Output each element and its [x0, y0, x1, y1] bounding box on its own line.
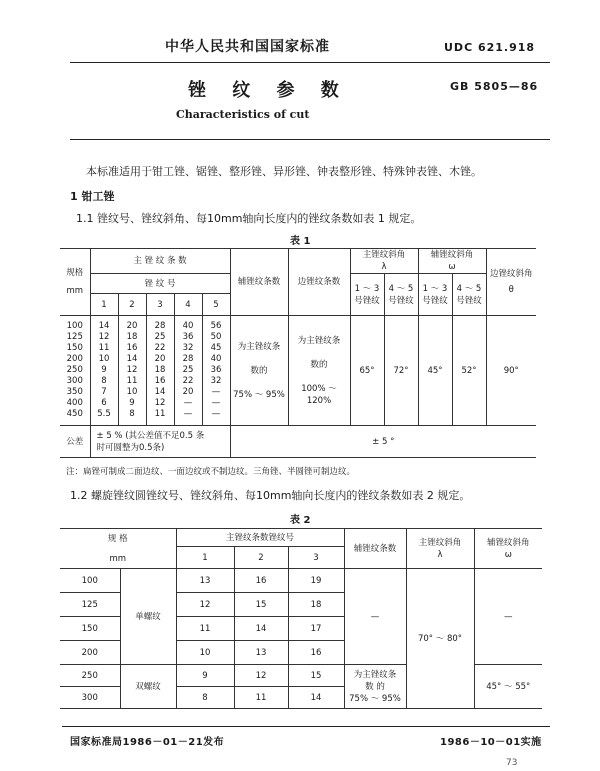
tolerance-label: 公差	[60, 426, 90, 458]
cell: 8	[176, 687, 234, 709]
document-title: 锉 纹 参 数	[188, 80, 349, 101]
aux-angle-1-3-value: 45°	[418, 316, 452, 426]
clause-1-1: 1.1 锉纹号、锉纹斜角、每10mm轴向长度内的锉纹条数如表 1 规定。	[76, 212, 422, 225]
tolerance-main-count: ± 5 % (其公差值不足0.5 条 时可圆整为0.5条)	[90, 426, 230, 458]
standard-title: 中华人民共和国国家标准	[165, 39, 330, 55]
file-no-1-values: 14 12 11 10 9 8 7 6 5.5	[90, 316, 118, 426]
aux-count-value: 为主锉纹条 数的 75% ～ 95%	[230, 316, 288, 426]
double-thread-label: 双螺纹	[120, 665, 176, 709]
table-2-spec-header: 规 格 mm	[60, 529, 176, 569]
table-2-aux-angle-header: 辅锉纹斜角 ω	[474, 529, 542, 569]
file-no-2: 2	[118, 294, 146, 316]
cell: 18	[288, 593, 344, 617]
aux-angle-double: 45° ～ 55°	[474, 665, 542, 709]
cell: 9	[176, 665, 234, 687]
cell: 14	[234, 617, 288, 641]
scope-paragraph: 本标准适用于钳工锉、锯锉、整形锉、异形锉、钟表整形锉、特殊钟表锉、木锉。	[86, 165, 482, 178]
file-no-4-values: 40 36 32 28 25 22 20 — —	[174, 316, 202, 426]
cell: 13	[234, 641, 288, 665]
main-angle-range-4-5: 4 ～ 5 号锉纹	[384, 274, 418, 316]
file-no-4: 4	[174, 294, 202, 316]
cell: 15	[234, 593, 288, 617]
cell: 17	[288, 617, 344, 641]
aux-angle-range-4-5: 4 ～ 5 号锉纹	[452, 274, 486, 316]
tolerance-angle: ± 5 °	[230, 426, 536, 458]
main-angle-4-5-value: 72°	[384, 316, 418, 426]
edge-angle-header: 边锉纹斜角 θ	[486, 249, 536, 316]
effective-date: 1986－10－01实施	[440, 737, 542, 748]
main-angle-1-3-value: 65°	[350, 316, 384, 426]
table-2-file-no-1: 1	[176, 547, 234, 569]
aux-angle-4-5-value: 52°	[452, 316, 486, 426]
size-250: 250	[60, 665, 120, 687]
table-2-file-no-3: 3	[288, 547, 344, 569]
size-200: 200	[60, 641, 120, 665]
aux-count-header: 辅锉纹条数	[230, 249, 288, 316]
aux-angle-range-1-3: 1 ～ 3 号锉纹	[418, 274, 452, 316]
table-1	[60, 248, 536, 458]
file-number-header: 锉 纹 号	[90, 274, 230, 294]
gb-code: GB 5805—86	[450, 80, 539, 93]
aux-angle-header: 辅锉纹斜角 ω	[418, 249, 486, 274]
cell: 12	[176, 593, 234, 617]
main-angle-header: 主锉纹斜角 λ	[350, 249, 418, 274]
cell: 19	[288, 569, 344, 593]
cell: 13	[176, 569, 234, 593]
size-125: 125	[60, 593, 120, 617]
aux-count-single: —	[344, 569, 406, 665]
main-angle-range-1-3: 1 ～ 3 号锉纹	[350, 274, 384, 316]
section-1-heading: 1 钳工锉	[70, 190, 115, 203]
file-no-3-values: 28 25 22 20 18 16 14 12 11	[146, 316, 174, 426]
size-100: 100	[60, 569, 120, 593]
page-number: 73	[506, 758, 518, 768]
file-no-3: 3	[146, 294, 174, 316]
table-2-main-count-header: 主锉纹条数锉纹号	[176, 529, 344, 547]
table-2-caption: 表 2	[290, 515, 311, 526]
edge-count-header: 边锉纹条数	[288, 249, 350, 316]
footer-rule	[62, 726, 550, 727]
size-150: 150	[60, 617, 120, 641]
issued-date: 国家标准局1986－01－21发布	[70, 737, 225, 748]
spec-header: 规格 mm	[60, 249, 90, 316]
edge-count-value: 为主锉纹条 数的 100% ～ 120%	[288, 316, 350, 426]
udc-code: UDC 621.918	[444, 41, 536, 54]
file-no-2-values: 20 18 16 14 12 11 10 9 8	[118, 316, 146, 426]
size-column: 100 125 150 200 250 300 350 400 450	[60, 316, 90, 426]
title-rule	[70, 139, 550, 140]
file-no-1: 1	[90, 294, 118, 316]
edge-angle-value: 90°	[486, 316, 536, 426]
table-row	[60, 569, 542, 593]
aux-angle-single: —	[474, 569, 542, 665]
table-1-note: 注：扁锉可制成二面边纹、一面边纹或不制边纹。三角锉、半圆锉可制边纹。	[66, 467, 356, 477]
main-angle-value: 70° ～ 80°	[406, 569, 474, 709]
file-no-5-values: 56 50 45 40 36 32 — — —	[202, 316, 230, 426]
cell: 15	[288, 665, 344, 687]
main-count-header: 主 锉 纹 条 数	[90, 249, 230, 274]
size-300: 300	[60, 687, 120, 709]
clause-1-2: 1.2 螺旋锉纹圆锉纹号、锉纹斜角、每10mm轴向长度内的锉纹条数如表 2 规定。	[70, 489, 471, 502]
table-2-main-angle-header: 主锉纹斜角 λ	[406, 529, 474, 569]
table-2-aux-count-header: 辅锉纹条数	[344, 529, 406, 569]
file-no-5: 5	[202, 294, 230, 316]
document-title-english: Characteristics of cut	[176, 108, 310, 121]
table-1-caption: 表 1	[290, 236, 311, 247]
cell: 14	[288, 687, 344, 709]
single-thread-label: 单螺纹	[120, 569, 176, 665]
header-rule	[70, 62, 550, 63]
cell: 16	[234, 569, 288, 593]
cell: 16	[288, 641, 344, 665]
cell: 12	[234, 665, 288, 687]
cell: 11	[176, 617, 234, 641]
aux-count-double: 为主锉纹条 数 的 75% ～ 95%	[344, 665, 406, 709]
table-2-file-no-2: 2	[234, 547, 288, 569]
table-2	[60, 528, 542, 709]
cell: 10	[176, 641, 234, 665]
cell: 11	[234, 687, 288, 709]
